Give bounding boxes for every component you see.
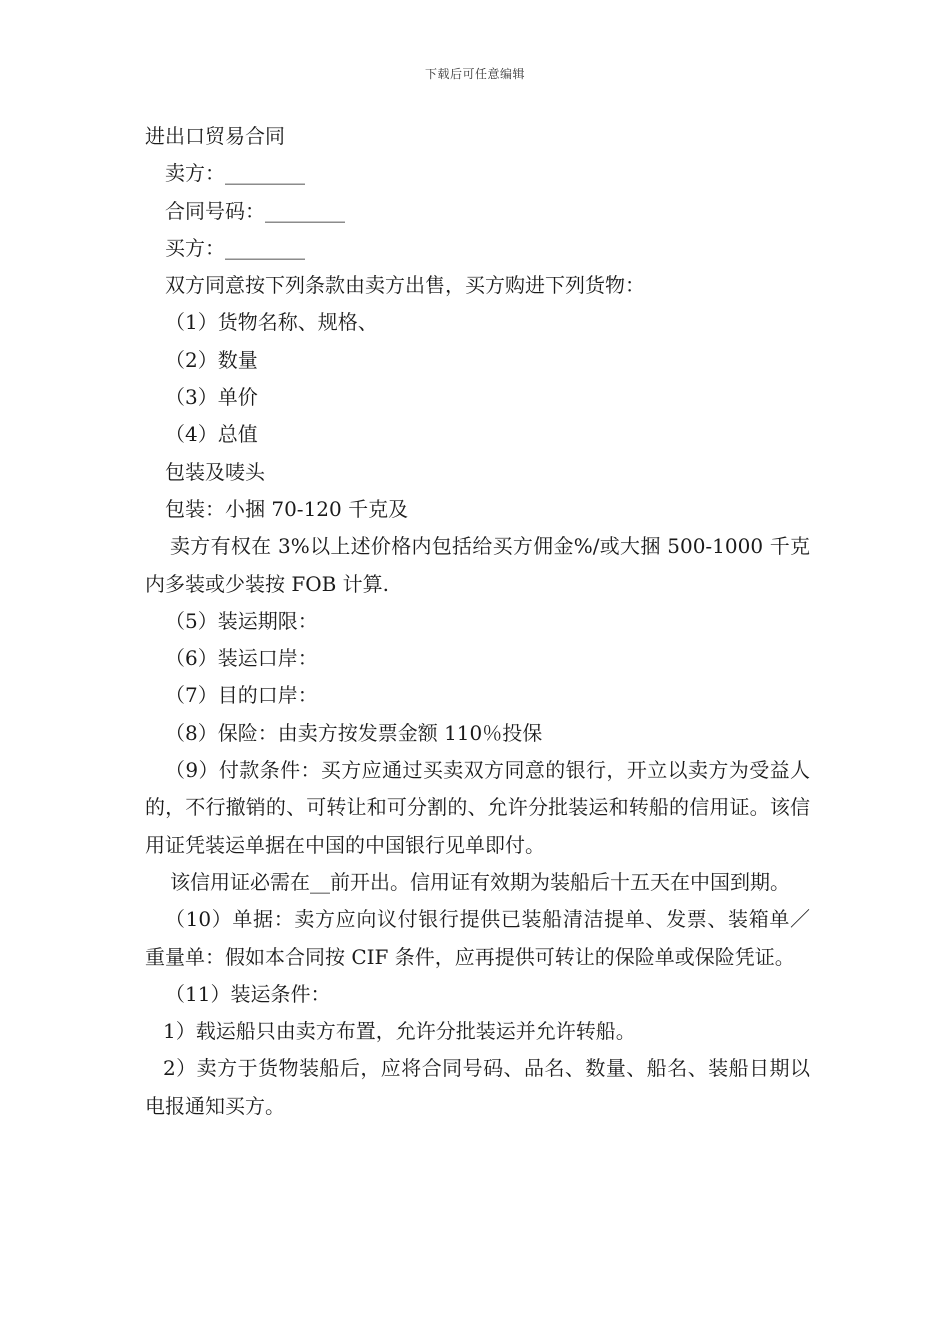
clause-10-text: （10）单据：卖方应向议付银行提供已装船清洁提单、发票、装箱单／重量单：假如本合同按 CIF 条件，应再提供可转让的保险单或保险凭证。 [145, 907, 810, 969]
clause-1: （1）货物名称、规格、 [165, 310, 378, 335]
intro-paragraph: 双方同意按下列条款由卖方出售，买方购进下列货物： [165, 273, 645, 298]
clause-7: （7）目的口岸： [165, 683, 318, 708]
clause-11: （11）装运条件： [165, 981, 331, 1006]
document-body [145, 118, 810, 1125]
document-title: 进出口贸易合同 [145, 124, 285, 148]
clause-6: （6）装运口岸： [165, 646, 318, 671]
page-header-note: 下载后可任意编辑 [424, 67, 525, 81]
clause-10-paragraph [145, 901, 810, 976]
clause-8: （8）保险：由卖方按发票金额 110％投保 [165, 720, 543, 745]
packing-heading: 包装及唛头 [165, 459, 265, 484]
seller-line: 卖方：________ [165, 161, 305, 186]
clause-5: （5）装运期限： [165, 608, 318, 633]
clause-11-1: 1）载运船只由卖方布置，允许分批装运并允许转船。 [163, 1019, 636, 1044]
clause-4: （4）总值 [165, 422, 258, 447]
clause-11-2-paragraph [145, 1050, 810, 1125]
clause-11-2-text: 2）卖方于货物装船后，应将合同号码、品名、数量、船名、装船日期以电报通知买方。 [145, 1056, 810, 1118]
buyer-line: 买方：________ [165, 235, 305, 260]
lc-validity-text: 该信用证必需在__前开出。信用证有效期为装船后十五天在中国到期。 [170, 869, 790, 894]
seller-right-text: 卖方有权在 3%以上述价格内包括给买方佣金%/或大捆 500-1000 千克内多装或少装按 FOB 计算. [145, 534, 810, 596]
clause-3: （3）单价 [165, 385, 258, 410]
clause-9-paragraph [145, 752, 810, 864]
lc-validity-paragraph [145, 864, 810, 901]
packing-line: 包装：小捆 70-120 千克及 [165, 496, 409, 521]
clause-2: （2）数量 [165, 347, 258, 372]
contract-number-line: 合同号码：________ [165, 198, 345, 223]
seller-right-paragraph [145, 528, 810, 603]
clause-9-text: （9）付款条件：买方应通过买卖双方同意的银行，开立以卖方为受益人的，不行撤销的、可转让和可分割的、允许分批装运和转船的信用证。该信用证凭装运单据在中国的中国银行见单即付。 [145, 758, 810, 857]
